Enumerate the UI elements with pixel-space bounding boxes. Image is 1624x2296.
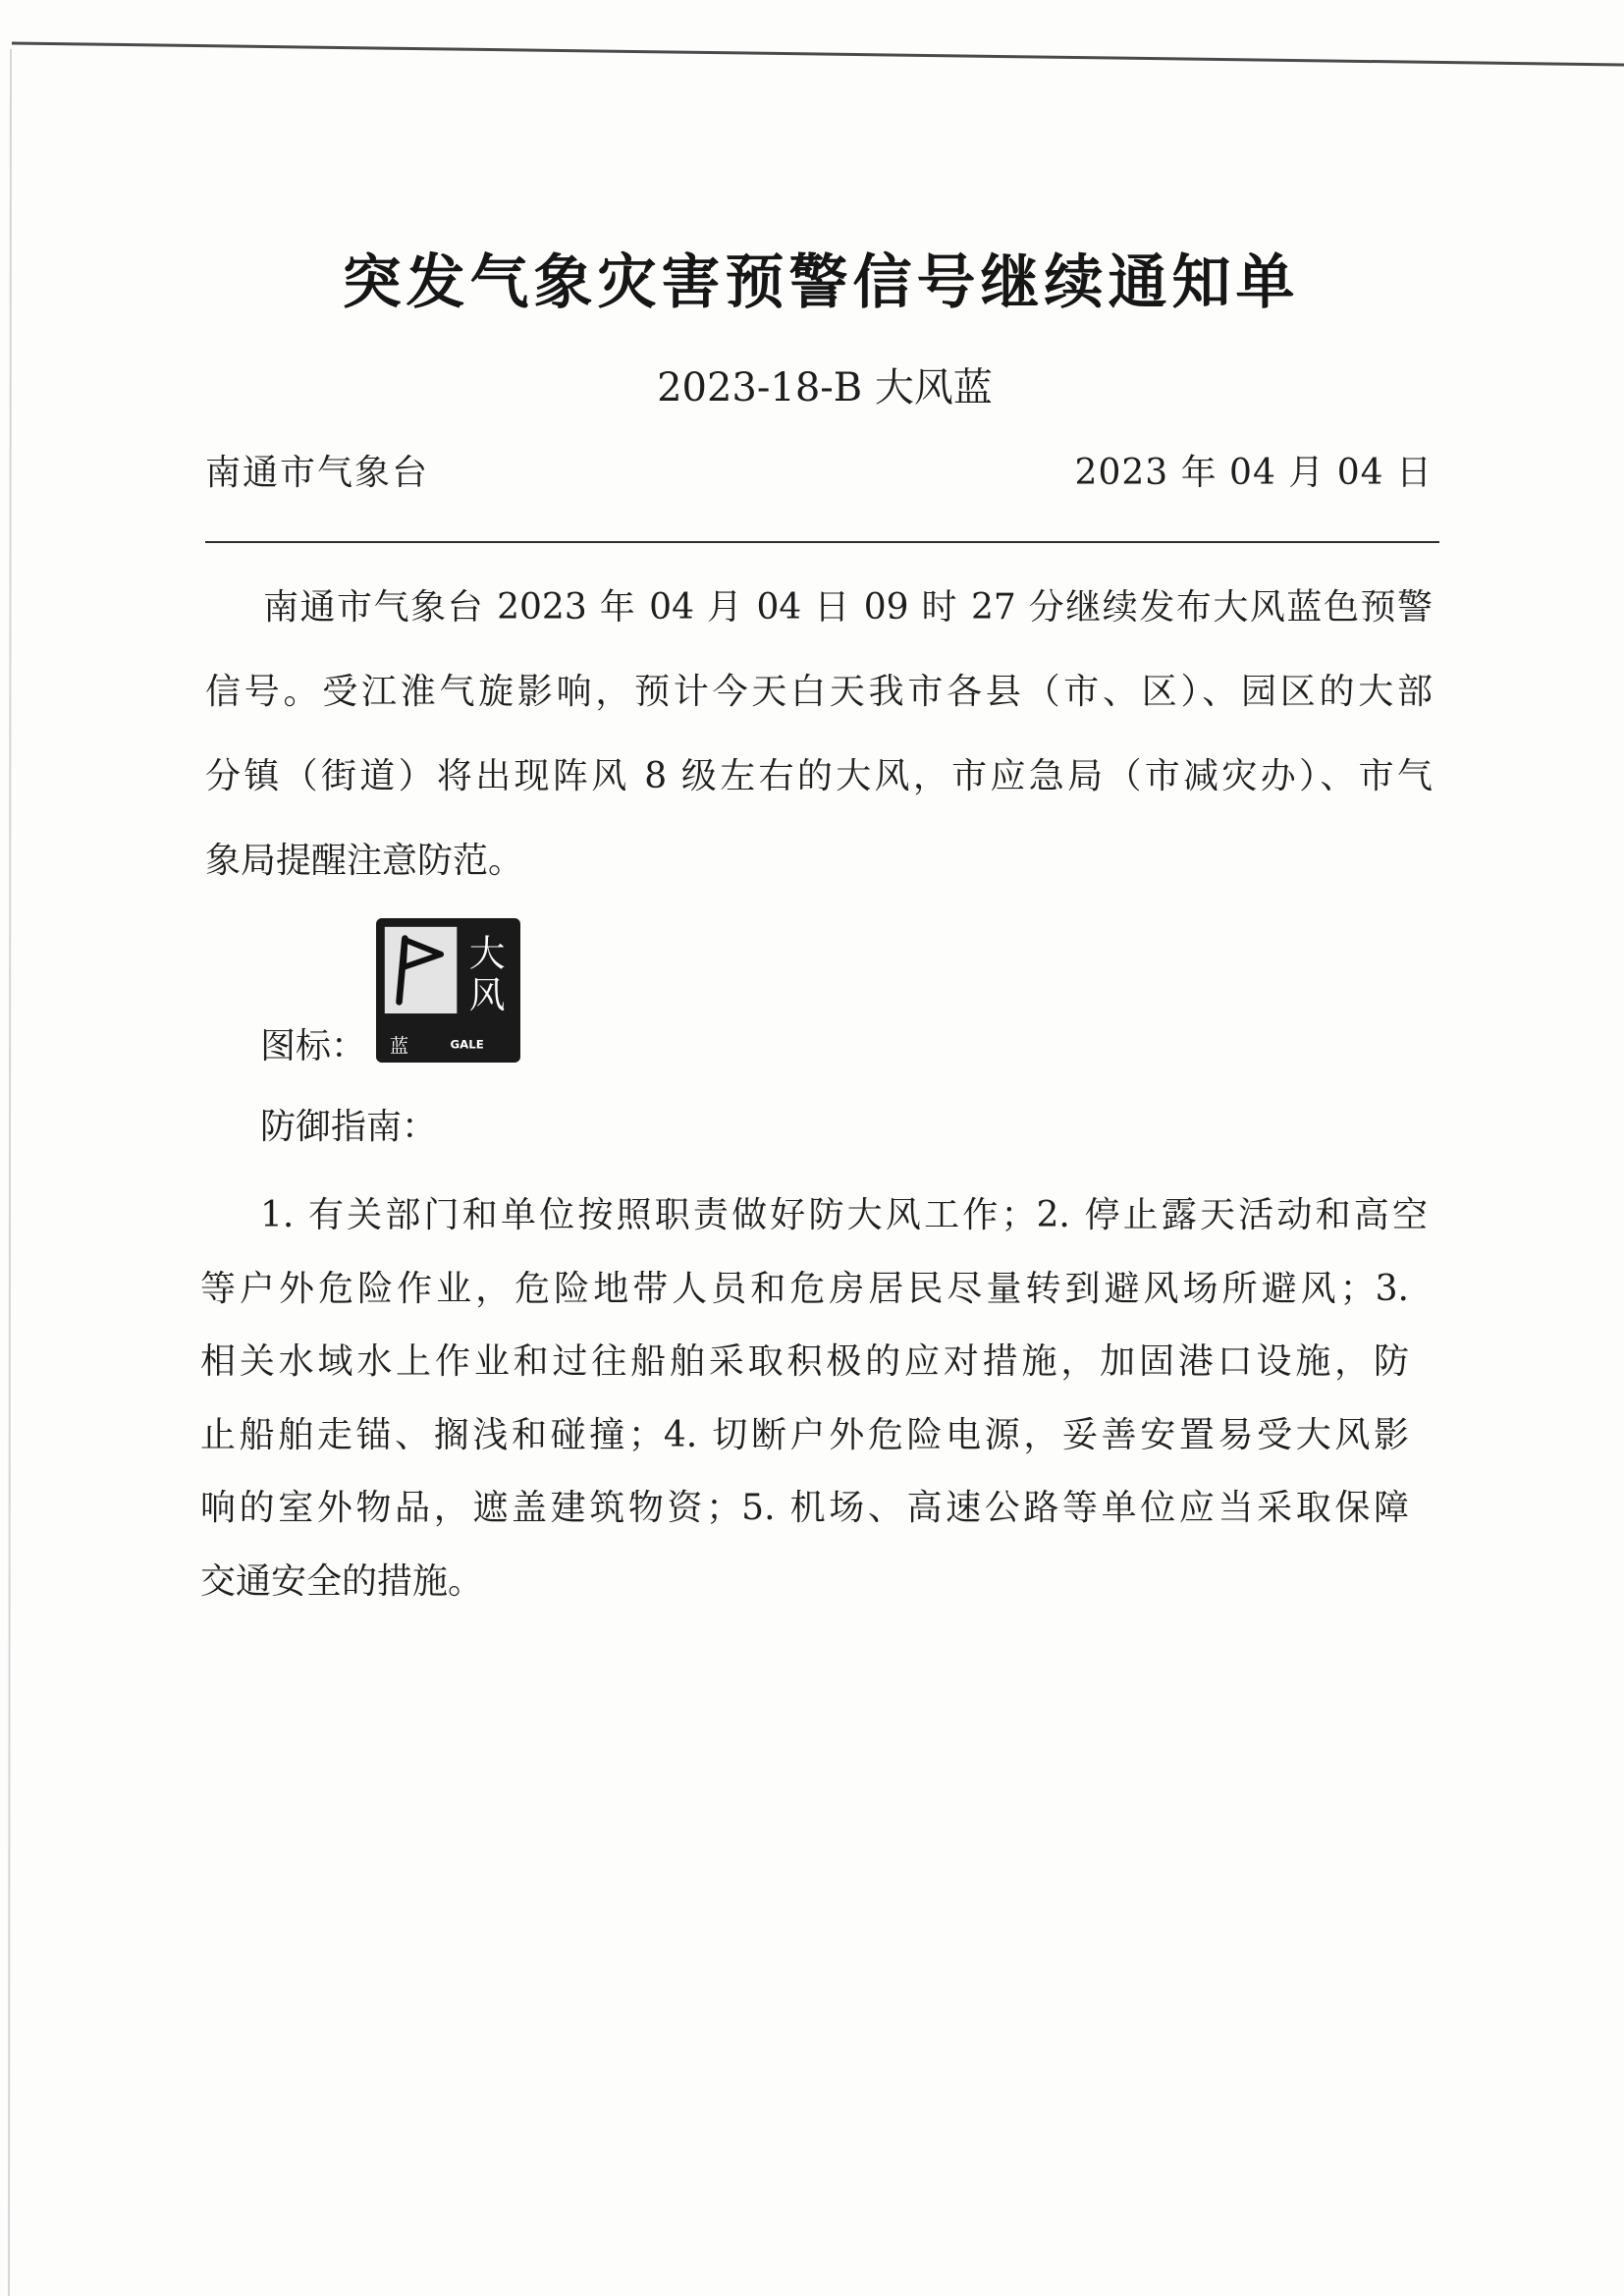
guide-line: 1. 有关部门和单位按照职责做好防大风工作；2. 停止露天活动和高空 [260,1195,1428,1235]
issue-date: 2023 年 04 月 04 日 [1074,453,1433,493]
guide-line: 响的室外物品，遮盖建筑物资；5. 机场、高速公路等单位应当采取保障 [200,1488,1409,1528]
gale-warning-icon [376,918,520,1063]
document-title: 突发气象灾害预警信号继续通知单 [342,248,1300,317]
icon-level: 蓝 [389,1034,409,1058]
guide-line: 止船舶走锚、搁浅和碰撞；4. 切断户外危险电源，妥善安置易受大风影 [200,1415,1409,1455]
signal-code: 2023-18-B 大风蓝 [657,365,993,410]
scan-top-edge-line [12,43,1624,65]
scan-left-edge-line [9,49,11,2296]
issuer-name: 南通市气象台 [205,453,430,493]
guide-line: 相关水域水上作业和过往船舶采取积极的应对措施，加固港口设施，防 [200,1341,1409,1382]
notice-line: 南通市气象台 2023 年 04 月 04 日 09 时 27 分继续发布大风蓝色预警 [263,587,1433,628]
guide-line: 交通安全的措施。 [200,1561,484,1602]
guide-line: 等户外危险作业，危险地带人员和危房居民尽量转到避风场所避风；3. [200,1269,1409,1309]
guide-heading: 防御指南： [260,1107,438,1147]
icon-flag-panel [385,927,458,1013]
icon-label: 图标： [260,1026,367,1066]
header-divider [205,541,1439,543]
notice-line: 信号。受江淮气旋影响，预计今天白天我市各县（市、区）、园区的大部 [205,672,1433,712]
icon-english: GALE [450,1037,484,1052]
icon-char-bottom: 风 [468,974,506,1017]
notice-line: 分镇（街道）将出现阵风 8 级左右的大风，市应急局（市减灾办）、市气 [205,756,1433,796]
notice-line: 象局提醒注意防范。 [205,841,524,881]
icon-char-top: 大 [468,932,506,975]
